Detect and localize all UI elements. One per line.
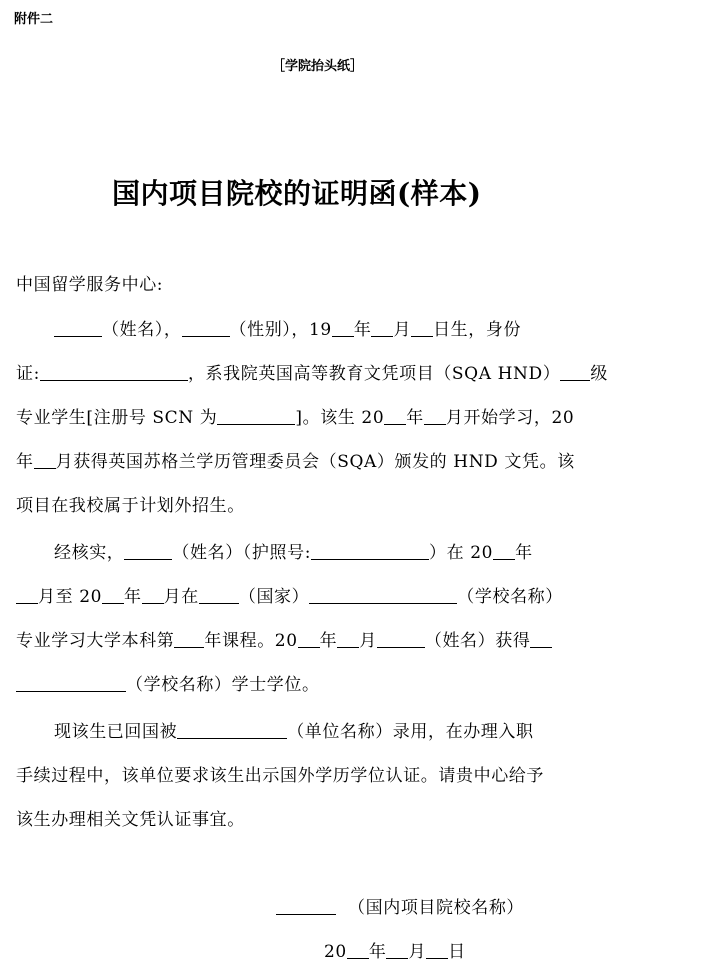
text: 20 [324,942,347,962]
study-start-month-blank [16,585,38,604]
start-year-blank [384,406,406,425]
paragraph-3-line-2: 手续过程中，该单位要求该生出示国外学历学位认证。请贵中心给予 [16,766,544,786]
text: 年 [368,942,387,962]
org-name-blank [276,896,336,915]
degree-month-blank [337,629,359,648]
text: 经核实， [54,543,125,563]
sign-day-blank [426,940,448,959]
class-year-blank [560,362,590,381]
text: 年 [406,408,424,428]
birth-year-blank [332,318,354,337]
text: 月 [359,631,377,651]
text: 现该生已回国被 [54,722,178,742]
text: ）在 20 [429,543,494,563]
salutation: 中国留学服务中心: [16,275,164,295]
paragraph-1-line-1 [16,315,608,340]
text: 月至 20 [38,587,103,607]
text: ]。该生 20 [295,408,385,428]
text: （姓名）（护照号: [172,543,312,563]
paragraph-2-line-1 [16,538,608,563]
text: 月在 [163,587,199,607]
text: 日生，身份 [433,320,522,340]
school-name-blank-start [530,629,552,648]
sign-month-blank [386,940,408,959]
paragraph-2-line-4 [16,670,608,695]
signature-date-line [324,937,524,962]
text: 年课程。20 [204,631,298,651]
text: 月 [408,942,427,962]
text: 专业学习大学本科第 [16,631,175,651]
paragraph-1-line-5: 项目在我校属于计划外招生。 [16,496,245,516]
page-title: 国内项目院校的证明函(样本) [112,177,482,210]
text: 年 [515,543,533,563]
text: 证: [16,364,40,384]
birth-month-blank [371,318,393,337]
paragraph-1-line-2 [16,359,608,384]
school-name-blank [309,585,457,604]
paragraph-2-line-3 [16,626,608,651]
text: （学校名称）学士学位。 [126,675,320,695]
text: 月 [393,320,412,340]
text: （姓名）获得 [424,631,531,651]
paragraph-3-line-3: 该生办理相关文凭认证事宜。 [16,810,245,830]
text: （性别），19 [229,320,332,340]
paragraph-3-line-1 [16,717,608,742]
text: （国内项目院校名称） [348,898,525,918]
text: 日 [448,942,466,962]
text: （姓名）， [102,320,182,340]
sign-year-blank [347,940,369,959]
text: 年 [16,452,34,472]
school-name-blank-end [16,673,126,692]
gender-blank [182,318,230,337]
paragraph-2-line-2 [16,582,608,607]
letterhead-placeholder: ［学院抬头纸］ [272,59,364,74]
text: 月获得英国苏格兰学历管理委员会（SQA）颁发的 HND 文凭。该 [55,452,575,472]
text: 年 [124,587,142,607]
degree-year-blank [298,629,320,648]
country-blank [199,585,239,604]
text: （学校名称） [457,587,563,607]
text: 专业学生[注册号 SCN 为 [16,408,218,428]
text: ，系我院英国高等教育文凭项目（SQA HND） [187,364,561,384]
text: （国家） [238,587,310,607]
text: （单位名称）录用，在办理入职 [287,722,534,742]
start-month-blank [424,406,446,425]
paragraph-1-line-4 [16,447,608,472]
text: 月开始学习，20 [445,408,575,428]
study-end-year-blank [102,585,124,604]
name-blank [54,318,102,337]
text: 级 [590,364,608,384]
passport-blank [311,541,429,560]
award-month-blank [34,450,56,469]
name-blank [124,541,172,560]
employer-blank [177,720,287,739]
text: 年 [353,320,372,340]
id-number-blank [40,362,188,381]
study-end-month-blank [142,585,164,604]
study-start-year-blank [493,541,515,560]
name-blank [377,629,425,648]
signature-org-line [276,893,576,918]
scn-blank [217,406,295,425]
birth-day-blank [411,318,433,337]
attachment-label: 附件二 [14,12,54,27]
course-year-blank [174,629,204,648]
paragraph-1-line-3 [16,403,608,428]
text: 年 [319,631,338,651]
